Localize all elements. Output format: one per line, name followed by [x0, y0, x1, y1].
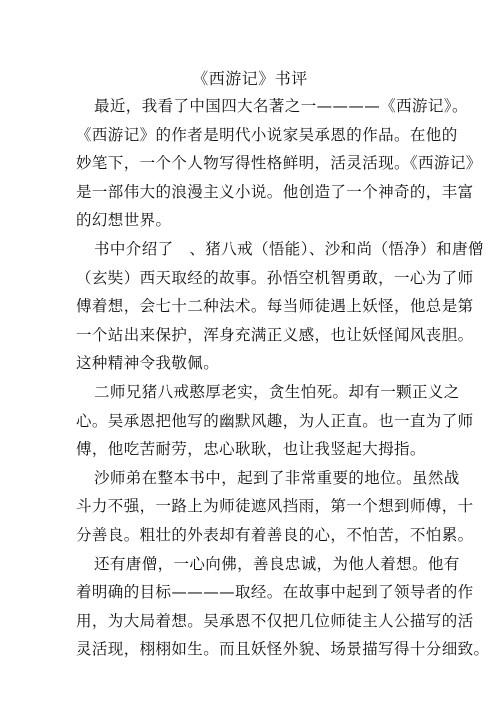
paragraph-line: 沙师弟在整本书中，起到了非常重要的地位。虽然战	[94, 468, 460, 487]
paragraph-line: （玄奘）西天取经的故事。孙悟空机智勇敢，一心为了师	[76, 268, 474, 287]
paragraph-line: 着明确的目标————取经。在故事中起到了领导者的作	[76, 583, 474, 602]
paragraph-line: 妙笔下，一个个人物写得性格鲜明，活灵活现。《西游记》	[76, 154, 482, 173]
paragraph-line: 心。吴承恩把他写的幽默风趣，为人正直。也一直为了师	[76, 411, 474, 430]
document-title: 《西游记》书评	[192, 69, 308, 88]
paragraph-line: 斗力不强，一路上为师徒遮风挡雨，第一个想到师傅，十	[76, 497, 474, 516]
paragraph-line: 还有唐僧，一心向佛，善良忠诚，为他人着想。他有	[94, 554, 460, 573]
paragraph-line: 灵活现，栩栩如生。而且妖怪外貌、场景描写得十分细致。	[76, 640, 490, 659]
paragraph-line: 一个站出来保护，浑身充满正义感，也让妖怪闻风丧胆。	[76, 325, 474, 344]
paragraph-line: 分善良。粗壮的外表却有着善良的心，不怕苦，不怕累。	[76, 525, 474, 544]
paragraph-line: 的幻想世界。	[76, 211, 172, 230]
paragraph-line: 最近，我看了中国四大名著之一————《西游记》。	[94, 97, 468, 115]
paragraph-line: 是一部伟大的浪漫主义小说。他创造了一个神奇的，丰富	[76, 182, 474, 201]
paragraph-line: 《西游记》的作者是明代小说家吴承恩的作品。在他的	[76, 125, 458, 144]
review-body	[76, 92, 490, 664]
paragraph-line: 傅，他吃苦耐劳，忠心耿耿，也让我竖起大拇指。	[76, 440, 426, 459]
paragraph-line: 二师兄猪八戒憨厚老实，贪生怕死。却有一颗正义之	[94, 382, 460, 401]
paragraph-line: 用，为大局着想。吴承恩不仅把几位师徒主人公描写的活	[76, 611, 474, 630]
paragraph-line: 这种精神令我敬佩。	[76, 354, 220, 373]
paragraph-line: 书中介绍了 、猪八戒（悟能）、沙和尚（悟净）和唐僧	[94, 239, 484, 258]
paragraph-line: 傅着想，会七十二种法术。每当师徒遇上妖怪，他总是第	[76, 297, 474, 316]
